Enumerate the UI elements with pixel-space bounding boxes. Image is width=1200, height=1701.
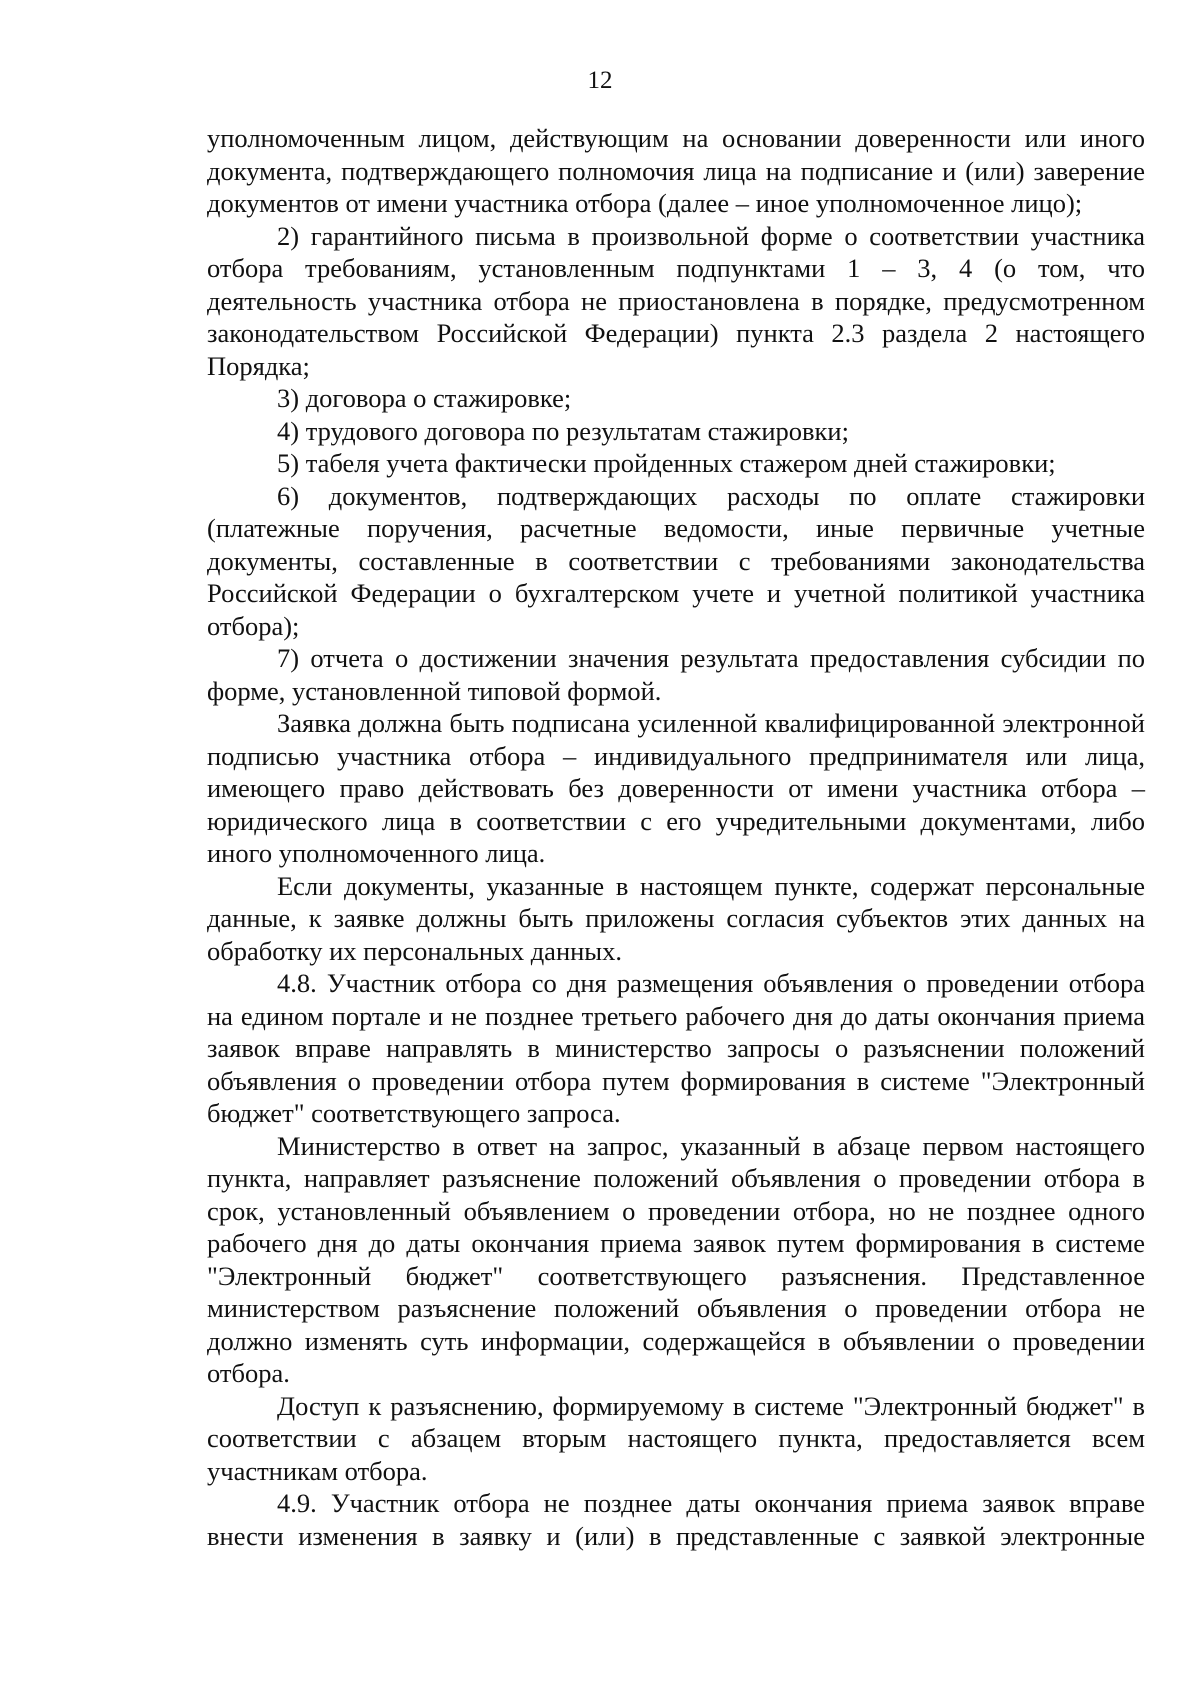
list-item-6: 6) документов, подтверждающих расходы по оплате стажировки (платежные поручения, расчетные ведомости, иные первичные учетные документы, составленные в соответствии с требованиями законодательства Российской Федерации о бухгалтерском учете и учетной политикой участника отбора); [207,480,1145,641]
list-item-7: 7) отчета о достижении значения результата предоставления субсидии по форме, установленной типовой формой. [207,643,1145,706]
page-number: 12 [587,67,613,94]
section-4-9: 4.9. Участник отбора не позднее даты окончания приема заявок вправе внести изменения в заявку и (или) в представленные с заявкой электронные [207,1488,1145,1551]
paragraph-personal-data: Если документы, указанные в настоящем пункте, содержат персональные данные, к заявке должны быть приложены согласия субъектов этих данных на обработку их персональных данных. [207,870,1145,966]
list-item-4: 4) трудового договора по результатам стажировки; [277,415,849,446]
section-4-8: 4.8. Участник отбора со дня размещения объявления о проведении отбора на едином портале и не позднее третьего рабочего дня до даты окончания приема заявок вправе направлять в министерство запросы о разъяснении положений объявления о проведении отбора путем формирования в системе "Электронный бюджет" соответствующего запроса. [207,968,1145,1128]
paragraph-signature: Заявка должна быть подписана усиленной квалифицированной электронной подписью участника отбора – индивидуального предпринимателя или лица, имеющего право действовать без доверенности от имени участника отбора – юридического лица в соответствии с его учредительными документами, либо иного уполномоченного лица. [207,708,1145,868]
list-item-5: 5) табеля учета фактически пройденных стажером дней стажировки; [277,448,1056,478]
list-item-3: 3) договора о стажировке; [277,383,572,413]
paragraph-ministry-response: Министерство в ответ на запрос, указанный в абзаце первом настоящего пункта, направляет разъяснение положений объявления о проведении отбора в срок, установленный объявлением о проведении отбора, но не позднее одного рабочего дня до даты окончания приема заявок путем формирования в системе "Электронный бюджет" соответствующего разъяснения. Представленное министерством разъяснение положений объявления о проведении отбора не должно изменять суть информации, содержащейся в объявлении о проведении отбора. [207,1130,1145,1388]
list-item-2: 2) гарантийного письма в произвольной форме о соответствии участника отбора требованиям, установленным подпунктами 1 – 3, 4 (о том, что деятельность участника отбора не приостановлена в порядке, предусмотренном законодательством Российской Федерации) пункта 2.3 раздела 2 настоящего Порядка; [207,220,1145,381]
paragraph-access: Доступ к разъяснению, формируемому в системе "Электронный бюджет" в соответствии с абзацем вторым настоящего пункта, предоставляется всем участникам отбора. [207,1390,1145,1486]
paragraph-continuation: уполномоченным лицом, действующим на основании доверенности или иного документа, подтверждающего полномочия лица на подписание и (или) заверение документов от имени участника отбора (далее – иное уполномоченное лицо); [207,123,1145,218]
document-body [207,122,1145,1552]
